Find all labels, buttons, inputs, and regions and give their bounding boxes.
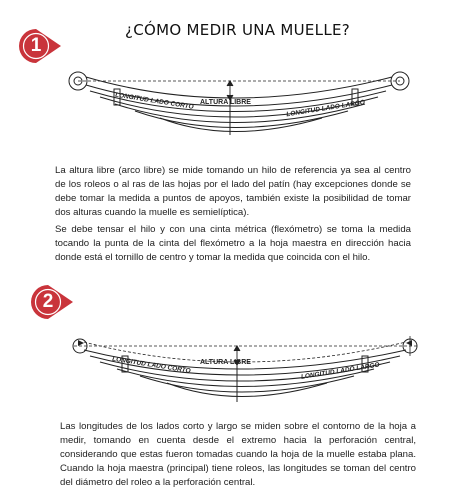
- step-1-badge: [18, 28, 62, 64]
- leaf-spring-diagram-1: [60, 65, 420, 145]
- page-title: ¿CÓMO MEDIR UNA MUELLE?: [125, 21, 351, 39]
- step-2-paragraph: Las longitudes de los lados corto y largo se miden sobre el contorno de la hoja a medir, tomando en cuenta desde el extremo hacia la perforación central, considerando que estas fueron tomadas cuando la hoja de la muelle estaba plana. Cuando la hoja maestra (principal) tiene roleos, las longitudes se toman del centro del diámetro del roleo a la perforación central.: [60, 421, 416, 488]
- diagram-1-label-right: LONGITUD LADO LARGO: [285, 99, 366, 119]
- diagram-1-label-left: LONGITUD LADO CORTO: [114, 91, 194, 111]
- step-2-badge: [30, 284, 74, 320]
- diagram-1-label-center: ALTURA LIBRE: [200, 99, 251, 106]
- step-2-number: 2: [42, 291, 54, 312]
- diagram-2-label-right: LONGITUD LADO LARGO: [300, 361, 381, 381]
- step-1-number: 1: [30, 35, 42, 56]
- step-1-paragraph-2: Se debe tensar el hilo y con una cinta métrica (flexómetro) se toma la medida tocando la punta de la cinta del flexómetro a la hoja maestra en dirección hacia donde está el tornillo de centro y tomar la medida que coincida con el hilo.: [55, 224, 411, 263]
- diagram-2-label-left: LONGITUD LADO CORTO: [111, 355, 191, 375]
- leaf-spring-diagram-2: [62, 330, 432, 410]
- diagram-2-label-center: ALTURA LIBRE: [200, 359, 251, 366]
- step-1-paragraph-1: La altura libre (arco libre) se mide tomando un hilo de referencia ya sea al centro de los roleos o al ras de las hojas por el lado del patín (hay excepciones donde se debe tomar la medida a puntos de apoyos, también existe la posibilidad de tomar dos alturas cuando la muelle es semielíptica).: [55, 165, 411, 218]
